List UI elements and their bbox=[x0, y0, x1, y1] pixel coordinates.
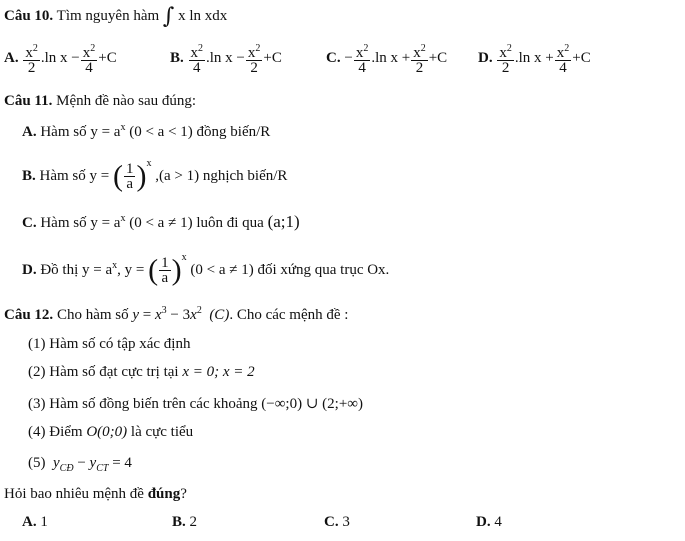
q12-item-2: (2) Hàm số đạt cực trị tại x = 0; x = 2 bbox=[28, 364, 255, 380]
q11-option-b: B. Hàm số y = ( $\frac{1}{a}$ )$^x$ ,(a > 1) nghịch biến/R bbox=[22, 158, 288, 193]
q11-option-a: A. Hàm số $y = a^x$ (0 < a < 1) đồng biến/R bbox=[22, 122, 271, 140]
q12-answer-b: B. 2 bbox=[172, 514, 198, 530]
q12-item-1: (1) Hàm số có tập xác định bbox=[28, 336, 191, 352]
q10-option-b: B. $\frac{x^2}{4}$ .ln x − $\frac{x^2}{2}$ +C bbox=[170, 43, 282, 76]
q12-answer-a: A. 1 bbox=[22, 514, 48, 530]
q10-option-c: C. − $\frac{x^2}{4}$ .ln x + $\frac{x^2}{2}$ +C bbox=[326, 43, 448, 76]
q11-title: Câu 11. bbox=[4, 93, 53, 109]
q10-option-d: D. $\frac{x^2}{2}$ .ln x + $\frac{x^2}{4}$ +C bbox=[478, 43, 591, 76]
q12-answer-d: D. 4 bbox=[476, 514, 502, 530]
q12-answer-c: C. 3 bbox=[324, 514, 350, 530]
q10-title: Câu 10. bbox=[4, 7, 54, 24]
q11-stem: Câu 11. Mệnh đề nào sau đúng: bbox=[4, 93, 197, 109]
q11-option-c: C. Hàm số $y = a^x$ (0 < a ≠ 1) luôn đi qua (a;1) bbox=[22, 212, 300, 231]
q11-option-d: D. Đồ thị $y = a^x$, y = ( $\frac{1}{a}$ )$^x$ (0 < a ≠ 1) đối xứng qua trục Ox. bbox=[22, 252, 390, 287]
q12-item-4: (4) Điểm O(0;0) là cực tiểu bbox=[28, 424, 194, 440]
q10-stem: Câu 10. Tìm nguyên hàm ∫ x ln xdx bbox=[4, 4, 228, 29]
q12-stem: Câu 12. Cho hàm số $y = x^3 - 3x^2$ (C). Cho các mệnh đề : bbox=[4, 305, 349, 323]
q12-item-3: (3) Hàm số đồng biến trên các khoảng (−∞;0) ∪ (2;+∞) bbox=[28, 396, 363, 412]
q12-title: Câu 12. bbox=[4, 307, 54, 323]
q12-question: Hỏi bao nhiêu mệnh đề đúng? bbox=[4, 486, 187, 502]
q12-item-5: (5) $y_{CĐ} - y_{CT} = 4$ bbox=[28, 455, 132, 474]
q10-option-a: A. $\frac{x^2}{2}$ .ln x − $\frac{x^2}{4}$ +C bbox=[4, 43, 117, 76]
